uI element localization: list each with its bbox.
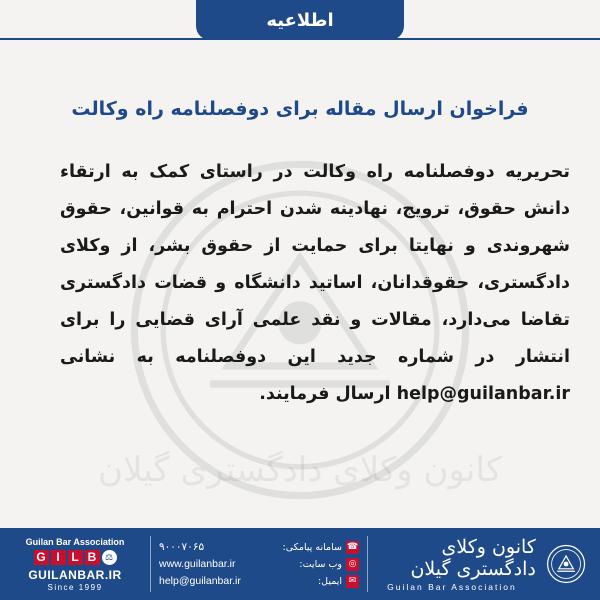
contact-web-label-wrap [299,558,359,571]
mail-icon: ✉ [346,575,359,588]
announcement-badge-label: اطلاعیه [266,9,334,31]
footer-bar [0,528,600,600]
contact-web-value[interactable]: www.guilanbar.ir [159,558,236,570]
contact-web-label: وب سایت: [299,558,342,570]
footer-logo-block [0,528,150,600]
footer-contacts [151,528,367,600]
seal-icon: ⚖ [102,550,117,565]
contact-email-label-wrap [318,575,359,588]
contact-sms [159,541,359,554]
phone-icon: ☎ [346,542,359,552]
gilb-logo [34,550,117,565]
contact-web [159,558,359,571]
footer-site-caps: GUILANBAR.IR [28,567,122,582]
contact-email-value[interactable]: help@guilanbar.ir [159,575,241,587]
footer-org-name-fa: کانون وکلای دادگستری گیلان [410,536,536,580]
contact-email [159,575,359,588]
contact-email-label: ایمیل: [317,575,342,587]
globe-icon: ◎ [346,558,359,571]
footer-org-name-en: Guilan Bar Association [387,582,517,592]
watermark-org-name: کانون وکلای دادگستری گیلان [97,450,503,490]
footer-org-block [368,528,600,600]
emblem-icon [546,537,586,591]
announcement-body: تحریریه دوفصلنامه راه وکالت در راستای کمک به ارتقاء دانش حقوق، ترویج، نهادینه شدن احترام به قوانین، حقوق شهروندی و نهایتا برای حمایت از حقوق بشر، از وکلای دادگستری، حقوقدانان، اساتید دانشگاه و قضات دادگستری تقاضا می‌دارد، مقالات و نقد علمی آرای قضایی را برای انتشار در شماره جدید این دوفصلنامه به نشانی help@guilanbar.ir ارسال فرمایند. [60,162,570,404]
footer-org-names [368,536,536,592]
contact-sms-label-wrap [283,541,359,554]
gilb-letter: L [68,550,83,565]
contact-sms-label: سامانه پیامکی: [282,541,342,553]
footer-assoc-en: Guilan Bar Association [25,536,125,547]
announcement-title: فراخوان ارسال مقاله برای دوفصلنامه راه وکالت [71,98,529,120]
gilb-letter: B [85,550,100,565]
gilb-letter: G [34,550,49,565]
gilb-letter: I [51,550,66,565]
announcement-badge [196,0,404,40]
footer-since: Since 1999 [47,582,103,592]
contact-sms-value: ۹۰۰۰۷۰۶۵ [159,541,205,553]
